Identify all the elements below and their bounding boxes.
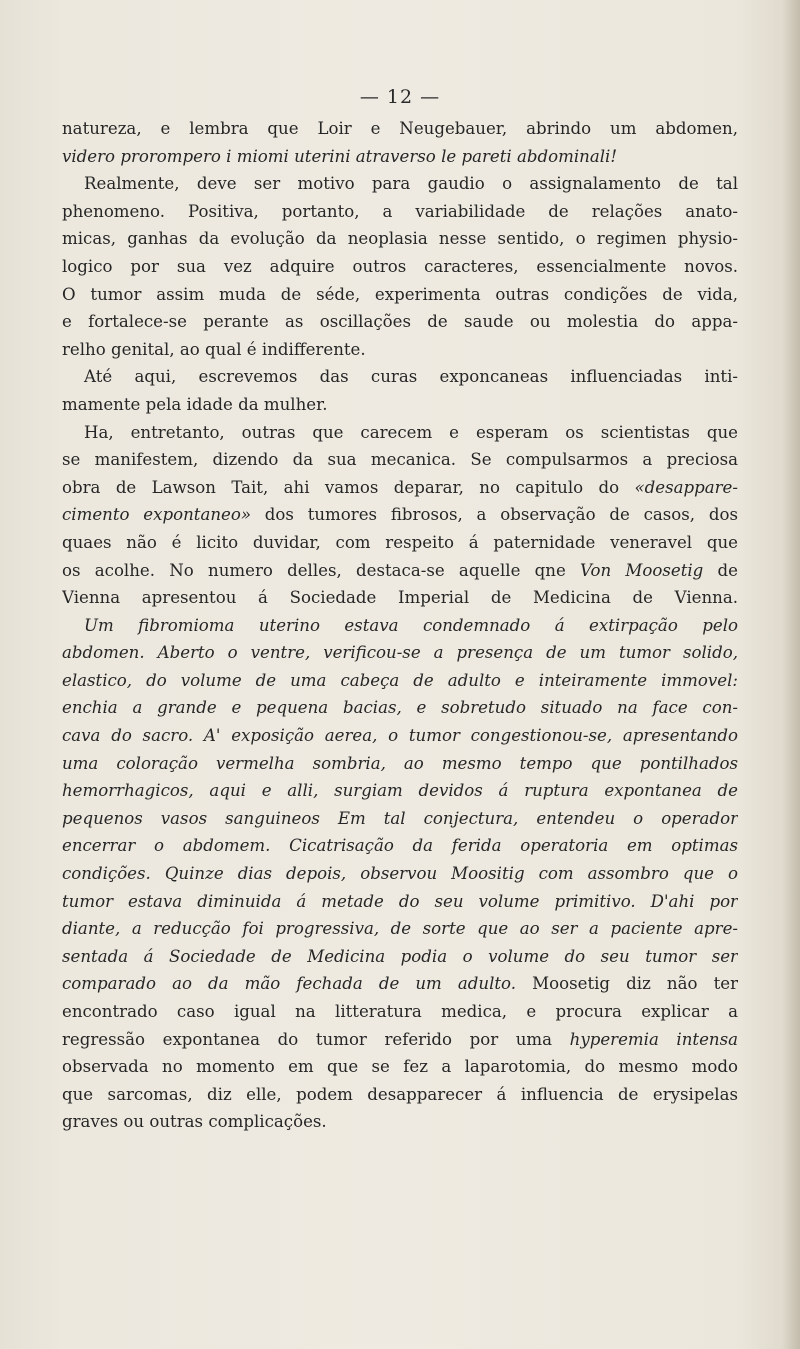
text-line [62,970,738,998]
text-line [62,1026,738,1054]
italic-run: hyperemia intensa [569,1029,738,1049]
italic-run: comparado ao da mão fechada de um adulto. [62,974,517,994]
text-line: Ha, entretanto, outras que carecem e esperam os scientistas que [84,422,738,442]
italic-run: cimento expontaneo» [62,505,251,525]
text-line: micas, ganhas da evolução da neoplasia nesse sentido, o regimen physio- [62,229,738,249]
text-line: enchia a grande e pequena bacias, e sobretudo situado na face con- [62,698,738,718]
text-line: se manifestem, dizendo da sua mecanica. Se compulsarmos a preciosa [62,450,738,470]
text-line: abdomen. Aberto o ventre, verificou-se a presença de um tumor solido, [62,643,738,663]
body-text [62,115,738,1136]
text-line: phenomeno. Positiva, portanto, a variabilidade de relações anato- [62,201,738,221]
text-line: cava do sacro. A' exposição aerea, o tumor congestionou-se, apresentando [62,726,738,746]
text-run: obra de Lawson Tait, ahi vamos deparar, no capitulo do [62,477,635,497]
text-line: uma coloração vermelha sombria, ao mesmo tempo que pontilhados [62,753,738,773]
text-line [62,501,738,529]
text-line: quaes não é licito duvidar, com respeito á paternidade veneravel que [62,532,738,552]
text-run: de [703,560,738,580]
text-line: e fortalece-se perante as oscillações de saude ou molestia do appa- [62,312,738,332]
text-line: Vienna apresentou á Sociedade Imperial de Medicina de Vienna. [62,588,738,608]
text-line: relho genital, ao qual é indifferente. [62,339,366,359]
text-line: diante, a reducção foi progressiva, de sorte que ao ser a paciente apre- [62,919,738,939]
text-line: hemorrhagicos, aqui e alli, surgiam devidos á ruptura expontanea de [62,781,738,801]
text-line: Até aqui, escrevemos das curas exponcaneas influenciadas inti- [84,367,738,387]
text-line: mamente pela idade da mulher. [62,394,328,414]
text-line: O tumor assim muda de séde, experimenta outras condições de vida, [62,284,738,304]
italic-run: Von Moosetig [580,560,704,580]
text-line: pequenos vasos sanguineos Em tal conjectura, entendeu o operador [62,808,738,828]
text-run: dos tumores fibrosos, a observação de casos, dos [250,505,738,525]
text-line: videro prorompero i miomi uterini atraverso le pareti abdominali! [62,146,618,166]
text-line: observada no momento em que se fez a laparotomia, do mesmo modo [62,1057,738,1077]
page-number: — 12 — [359,86,441,108]
text-line: elastico, do volume de uma cabeça de adulto e inteiramente immovel: [62,670,738,690]
text-line: encerrar o abdomem. Cicatrisação da ferida operatoria em optimas [62,836,738,856]
text-line [62,557,738,585]
text-line: condições. Quinze dias depois, observou Moositig com assombro que o [62,864,738,884]
text-line: Um fibromioma uterino estava condemnado á extirpação pelo [84,615,738,635]
text-line: natureza, e lembra que Loir e Neugebauer, abrindo um abdomen, [62,119,738,138]
italic-run: «desappare- [634,477,738,497]
text-line: logico por sua vez adquire outros caracteres, essencialmente novos. [62,256,738,276]
text-line [62,474,738,502]
text-run: regressão expontanea do tumor referido por uma [62,1029,570,1049]
text-line: graves ou outras complicações. [62,1112,327,1132]
text-line: que sarcomas, diz elle, podem desapparecer á influencia de erysipelas [62,1084,738,1104]
text-run: os acolhe. No numero delles, destaca-se aquelle qne [62,560,581,580]
text-line: encontrado caso igual na litteratura medica, e procura explicar a [62,1002,738,1021]
text-line: tumor estava diminuida á metade do seu volume primitivo. D'ahi por [62,891,738,911]
page-edge-shadow [782,0,800,1349]
text-run: Moosetig diz não ter [516,974,738,994]
text-line: Realmente, deve ser motivo para gaudio o assignalamento de tal [84,174,738,194]
text-line: sentada á Sociedade de Medicina podia o volume do seu tumor ser [62,946,738,966]
